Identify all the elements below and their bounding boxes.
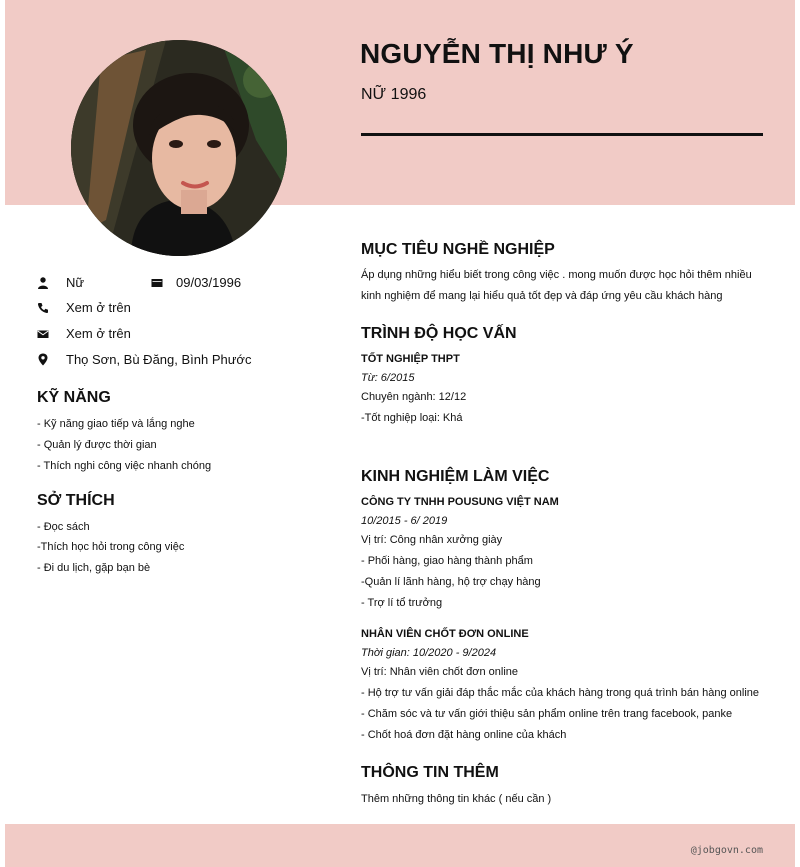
hobby-item: - Đi du lịch, gặp bạn bè — [37, 562, 151, 574]
address-value: Thọ Sơn, Bù Đăng, Bình Phước — [66, 352, 252, 367]
job-company: CÔNG TY TNHH POUSUNG VIỆT NAM — [361, 496, 559, 508]
job-line: - Phối hàng, giao hàng thành phẩm — [361, 555, 533, 567]
job-line: Vị trí: Công nhân xưởng giày — [361, 534, 503, 546]
job-line: - Hộ trợ tư vấn giải đáp thắc mắc của khách hàng trong quá trình bán hàng online — [361, 687, 759, 699]
additional-heading: THÔNG TIN THÊM — [361, 764, 499, 781]
job-line: -Quản lí lãnh hàng, hộ trợ chạy hàng — [361, 576, 541, 588]
objective-heading: MỤC TIÊU NGHỀ NGHIỆP — [361, 241, 555, 258]
watermark: @jobgovn.com — [690, 845, 763, 856]
phone-row — [37, 300, 131, 315]
email-value: Xem ở trên — [66, 326, 131, 341]
education-school: TỐT NGHIỆP THPT — [361, 353, 460, 365]
email-row — [37, 326, 131, 341]
mail-icon — [37, 328, 49, 340]
experience-heading: KINH NGHIỆM LÀM VIỆC — [361, 468, 550, 485]
education-heading: TRÌNH ĐỘ HỌC VẤN — [361, 325, 517, 342]
skill-item: - Quản lý được thời gian — [37, 439, 157, 451]
calendar-icon — [151, 277, 163, 289]
location-icon — [37, 354, 49, 366]
birthdate-row — [151, 275, 241, 290]
candidate-subtitle: NỮ 1996 — [361, 86, 427, 103]
hobby-item: -Thích học hỏi trong công việc — [37, 541, 185, 553]
phone-value: Xem ở trên — [66, 300, 131, 315]
objective-text: Áp dụng những hiểu biết trong công việc . mong muốn được học hỏi thêm nhiều kinh nghiệm để mang lại hiểu quả tốt đẹp và đáp ứng yêu cầu khách hàng — [361, 269, 752, 302]
user-icon — [37, 277, 49, 289]
birthdate-value: 09/03/1996 — [176, 275, 242, 290]
profile-photo — [71, 40, 287, 256]
job-line: - Trợ lí tổ trưởng — [361, 597, 443, 609]
hobbies-heading: SỞ THÍCH — [37, 492, 115, 509]
hobby-item: - Đọc sách — [37, 521, 90, 533]
job-line: - Chốt hoá đơn đặt hàng online của khách — [361, 729, 567, 741]
education-line: Chuyên ngành: 12/12 — [361, 391, 467, 403]
job-period: Thời gian: 10/2020 - 9/2024 — [361, 647, 497, 659]
job-period: 10/2015 - 6/ 2019 — [361, 515, 448, 527]
footer-band — [5, 824, 795, 867]
skill-item: - Kỹ năng giao tiếp và lắng nghe — [37, 418, 195, 430]
skills-heading: KỸ NĂNG — [37, 389, 111, 406]
gender-row — [37, 275, 84, 290]
education-line: -Tốt nghiệp loại: Khá — [361, 412, 463, 424]
header-divider — [361, 133, 763, 136]
gender-value: Nữ — [66, 275, 85, 290]
phone-icon — [37, 302, 49, 314]
skill-item: - Thích nghi công việc nhanh chóng — [37, 460, 212, 472]
education-period: Từ: 6/2015 — [361, 372, 415, 384]
address-row — [37, 352, 251, 367]
additional-text: Thêm những thông tin khác ( nếu cần ) — [361, 793, 552, 805]
candidate-name: NGUYỄN THỊ NHƯ Ý — [360, 38, 634, 69]
job-line: - Chăm sóc và tư vấn giới thiệu sản phẩm online trên trang facebook, panke — [361, 708, 733, 720]
job-company: NHÂN VIÊN CHỐT ĐƠN ONLINE — [361, 628, 529, 640]
job-line: Vị trí: Nhân viên chốt đơn online — [361, 666, 519, 678]
